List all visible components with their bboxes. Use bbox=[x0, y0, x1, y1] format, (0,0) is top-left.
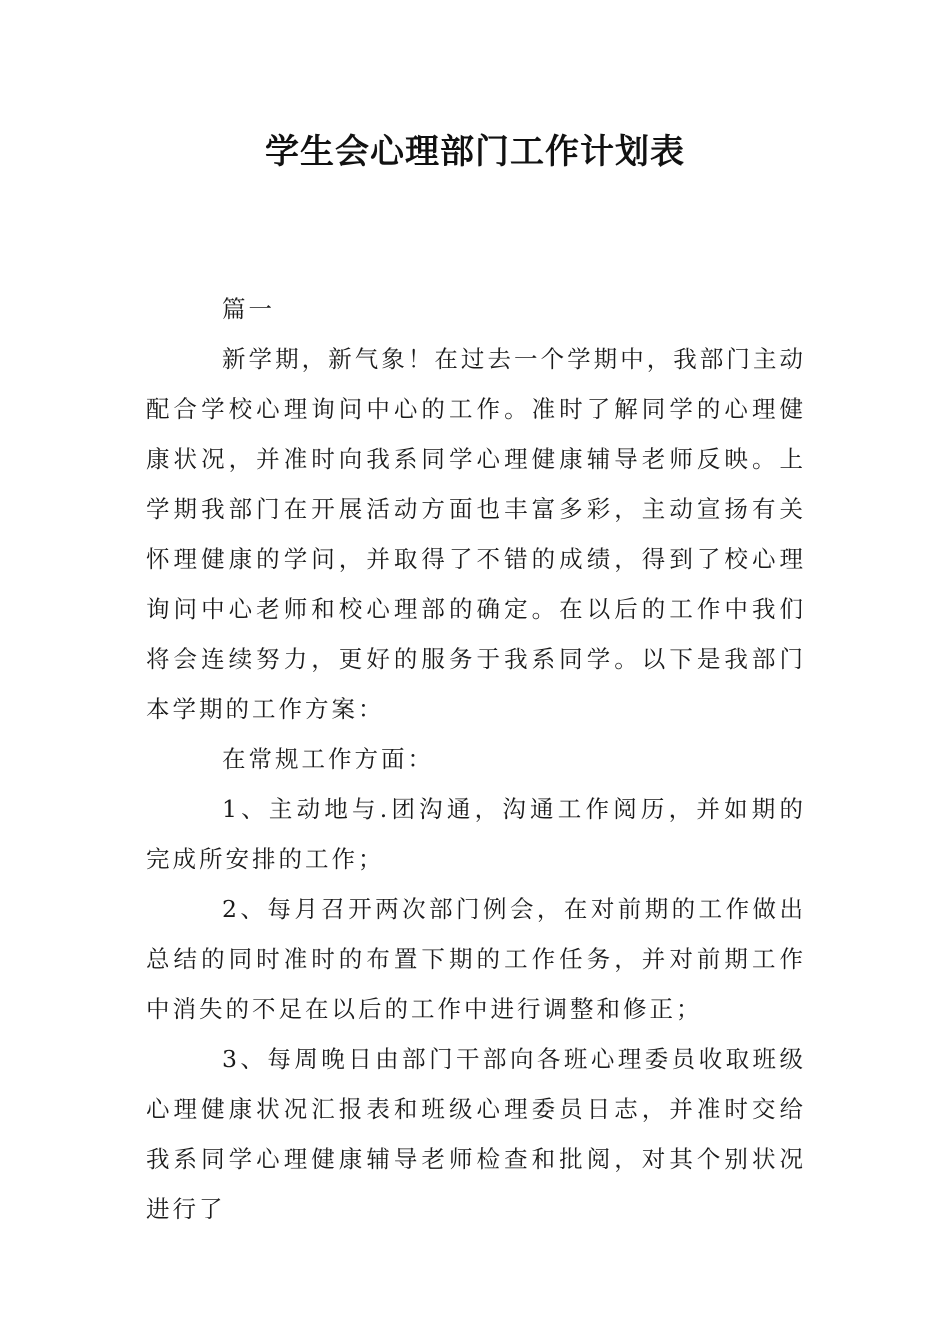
document-body bbox=[146, 284, 806, 1234]
list-item-2: 2、每月召开两次部门例会，在对前期的工作做出总结的同时准时的布置下期的工作任务，并对前期工作中消失的不足在以后的工作中进行调整和修正； bbox=[146, 895, 806, 1023]
list-item-3: 3、每周晚日由部门干部向各班心理委员收取班级心理健康状况汇报表和班级心理委员日志，并准时交给我系同学心理健康辅导老师检查和批阅，对其个别状况进行了 bbox=[146, 1045, 806, 1223]
paragraph-routine-heading: 在常规工作方面： bbox=[222, 745, 434, 773]
document-title: 学生会心理部门工作计划表 bbox=[265, 132, 685, 172]
section-heading: 篇一 bbox=[222, 295, 275, 323]
paragraph-intro: 新学期，新气象！在过去一个学期中，我部门主动配合学校心理询问中心的工作。准时了解同学的心理健康状况，并准时向我系同学心理健康辅导老师反映。上学期我部门在开展活动方面也丰富多彩，主动宣扬有关怀理健康的学问，并取得了不错的成绩，得到了校心理询问中心老师和校心理部的确定。在以后的工作中我们将会连续努力，更好的服务于我系同学。以下是我部门本学期的工作方案： bbox=[146, 345, 806, 723]
list-item-1: 1、主动地与.团沟通，沟通工作阅历，并如期的完成所安排的工作； bbox=[146, 795, 806, 873]
